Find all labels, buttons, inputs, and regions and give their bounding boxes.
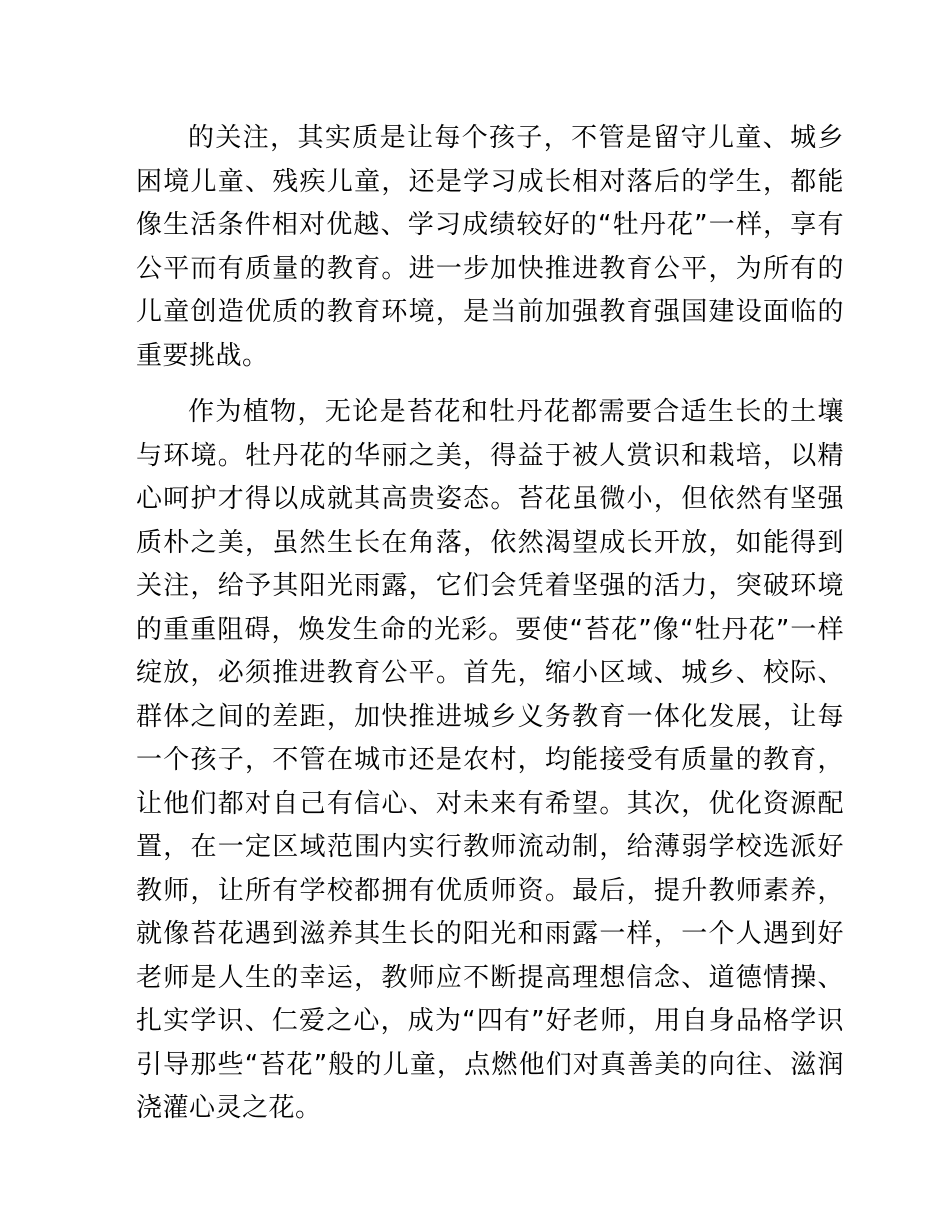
paragraph-2: 作为植物，无论是苔花和牡丹花都需要合适生长的土壤与环境。牡丹花的华丽之美，得益于被人赏识和栽培，以精心呵护才得以成就其高贵姿态。苔花虽微小，但依然有坚强质朴之美，虽然生长在角落，依然渴望成长开放，如能得到关注，给予其阳光雨露，它们会凭着坚强的活力，突破环境的重重阻碍，焕发生命的光彩。要使“苔花”像“牡丹花”一样绽放，必须推进教育公平。首先，缩小区域、城乡、校际、群体之间的差距，加快推进城乡义务教育一体化发展，让每一个孩子，不管在城市还是农村，均能接受有质量的教育，让他们都对自己有信心、对未来有希望。其次，优化资源配置，在一定区域范围内实行教师流动制，给薄弱学校选派好教师，让所有学校都拥有优质师资。最后，提升教师素养，就像苔花遇到滋养其生长的阳光和雨露一样，一个人遇到好老师是人生的幸运，教师应不断提高理想信念、道德情操、扎实学识、仁爱之心，成为“四有”好老师，用自身品格学识引导那些“苔花”般的儿童，点燃他们对真善美的向往、滋润浇灌心灵之花。 (136, 397, 844, 1123)
paragraph-1: 的关注，其实质是让每个孩子，不管是留守儿童、城乡困境儿童、残疾儿童，还是学习成长相对落后的学生，都能像生活条件相对优越、学习成绩较好的“牡丹花”一样，享有公平而有质量的教育。进一步加快推进教育公平，为所有的儿童创造优质的教育环境，是当前加强教育强国建设面临的重要挑战。 (136, 123, 844, 371)
